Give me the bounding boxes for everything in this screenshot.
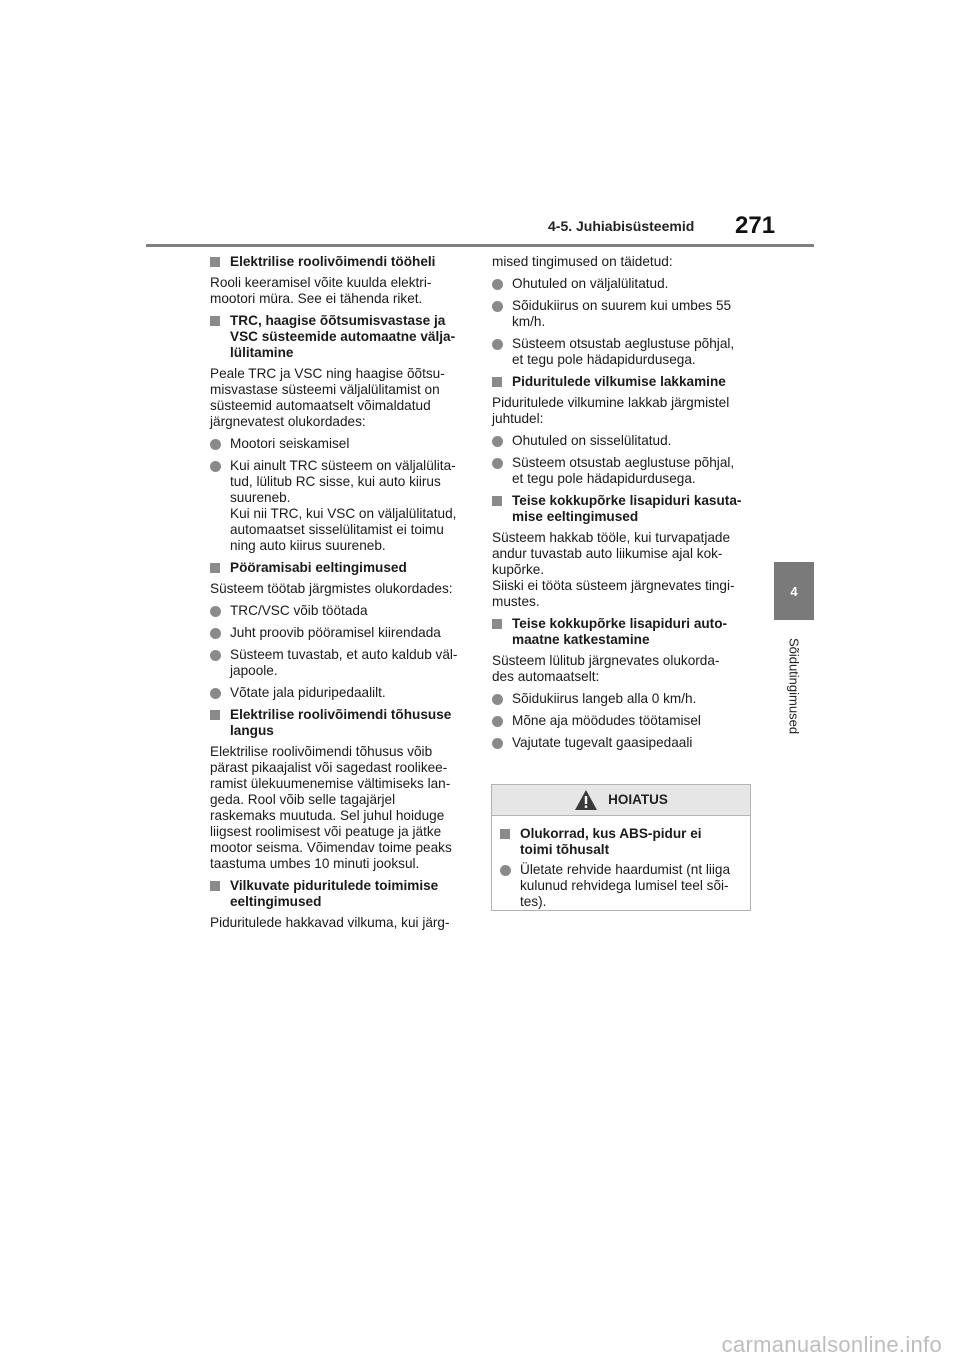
list-item: Juht proovib pööramisel kiirendada: [210, 625, 472, 641]
right-column: [492, 254, 754, 757]
square-bullet-icon: [210, 316, 220, 326]
round-bullet-icon: [210, 461, 221, 472]
list-item: Sõidukiirus on suurem kui umbes 55 km/h.: [492, 298, 754, 330]
round-bullet-icon: [492, 694, 503, 705]
warning-header: [492, 785, 750, 816]
paragraph: Süsteem töötab järgmistes olukordades:: [210, 581, 453, 596]
paragraph: Piduritulede hakkavad vilkuma, kui järg-: [210, 915, 450, 930]
list-item: Võtate jala piduripedaalilt.: [210, 685, 472, 701]
warning-box: [491, 784, 751, 911]
section-heading: Elektrilise roolivõimendi tõhususe langus: [210, 707, 472, 739]
square-bullet-icon: [492, 619, 502, 629]
paragraph: Rooli keeramisel võite kuulda elektri- mootori müra. See ei tähenda riket.: [210, 275, 432, 306]
warning-heading: Olukorrad, kus ABS-pidur ei toimi tõhusalt: [500, 826, 742, 858]
square-bullet-icon: [210, 563, 220, 573]
section-heading: Elektrilise roolivõimendi tööheli: [210, 254, 472, 270]
list-item: Mõne aja möödudes töötamisel: [492, 713, 754, 729]
section-heading: Teise kokkupõrke lisapiduri auto- maatne katkestamine: [492, 616, 754, 648]
square-bullet-icon: [492, 496, 502, 506]
list-item: Vajutate tugevalt gaasipedaali: [492, 735, 754, 751]
round-bullet-icon: [492, 738, 503, 749]
chapter-tab: 4: [774, 562, 814, 620]
round-bullet-icon: [492, 301, 503, 312]
list-item: Süsteem tuvastab, et auto kaldub väl- japoole.: [210, 647, 472, 679]
round-bullet-icon: [492, 436, 503, 447]
list-item: Kui ainult TRC süsteem on väljalülita- tud, lülitub RC sisse, kui auto kiirus suureneb. Kui nii TRC, kui VSC on väljalülitatud, automaatset sisselülitamist ei toimu ning auto kiirus suureneb.: [210, 458, 472, 554]
list-item: Süsteem otsustab aeglustuse põhjal, et tegu pole hädapidurdusega.: [492, 336, 754, 368]
square-bullet-icon: [210, 881, 220, 891]
paragraph: mised tingimused on täidetud:: [492, 254, 673, 269]
round-bullet-icon: [210, 650, 221, 661]
list-item: TRC/VSC võib töötada: [210, 603, 472, 619]
paragraph: Elektrilise roolivõimendi tõhusus võib pärast pikaajalist või sagedast roolikee- ramist ülekuumenemise vältimiseks lan- geda. Rool võib selle tagajärjel raskemaks muutuda. Sel juhul hoiduge liigsest roolimisest või peatuge ja jätke mootor seisma. Võimendav toime peaks taastuma umbes 10 minuti jooksul.: [210, 744, 452, 871]
section-heading: Piduritulede vilkumise lakkamine: [492, 374, 754, 390]
round-bullet-icon: [500, 865, 511, 876]
list-item: Mootori seiskamisel: [210, 436, 472, 452]
chapter-label: Sõidutingimused: [786, 637, 802, 735]
square-bullet-icon: [500, 829, 510, 839]
section-heading: Pööramisabi eeltingimused: [210, 560, 472, 576]
round-bullet-icon: [210, 606, 221, 617]
round-bullet-icon: [210, 628, 221, 639]
warning-body: [492, 816, 750, 910]
section-heading: Vilkuvate piduritulede toimimise eeltingimused: [210, 878, 472, 910]
square-bullet-icon: [492, 377, 502, 387]
round-bullet-icon: [210, 688, 221, 699]
section-heading: Teise kokkupõrke lisapiduri kasuta- mise eeltingimused: [492, 493, 754, 525]
paragraph: Süsteem lülitub järgnevates olukorda- des automaatselt:: [492, 653, 720, 684]
list-item: Süsteem otsustab aeglustuse põhjal, et tegu pole hädapidurdusega.: [492, 455, 754, 487]
page-number: 271: [735, 212, 776, 239]
header-section-title: 4-5. Juhiabisüsteemid: [548, 218, 695, 234]
round-bullet-icon: [210, 439, 221, 450]
round-bullet-icon: [492, 458, 503, 469]
paragraph: Piduritulede vilkumine lakkab järgmistel juhtudel:: [492, 395, 730, 426]
watermark: carmanualsonline.info: [721, 1332, 942, 1357]
list-item: Ohutuled on väljalülitatud.: [492, 276, 754, 292]
round-bullet-icon: [492, 716, 503, 727]
list-item: Ületate rehvide haardumist (nt liiga kulunud rehvidega lumisel teel sõi- tes).: [500, 862, 742, 910]
warning-title: HOIATUS: [608, 792, 668, 807]
list-item: Sõidukiirus langeb alla 0 km/h.: [492, 691, 754, 707]
warning-triangle-icon: [574, 789, 598, 811]
paragraph: Süsteem hakkab tööle, kui turvapatjade andur tuvastab auto liikumise ajal kok- kupõrke. Siiski ei tööta süsteem järgnevates tingi- mustes.: [492, 530, 735, 609]
round-bullet-icon: [492, 339, 503, 350]
paragraph: Peale TRC ja VSC ning haagise õõtsu- misvastase süsteemi väljalülitamist on süsteemid automaatselt võimaldatud järgnevatest olukordades:: [210, 366, 445, 429]
header-divider: [146, 244, 814, 247]
left-column: [210, 254, 472, 937]
square-bullet-icon: [210, 257, 220, 267]
square-bullet-icon: [210, 710, 220, 720]
section-heading: TRC, haagise õõtsumisvastase ja VSC süsteemide automaatne välja- lülitamine: [210, 313, 472, 361]
list-item: Ohutuled on sisselülitatud.: [492, 433, 754, 449]
round-bullet-icon: [492, 279, 503, 290]
